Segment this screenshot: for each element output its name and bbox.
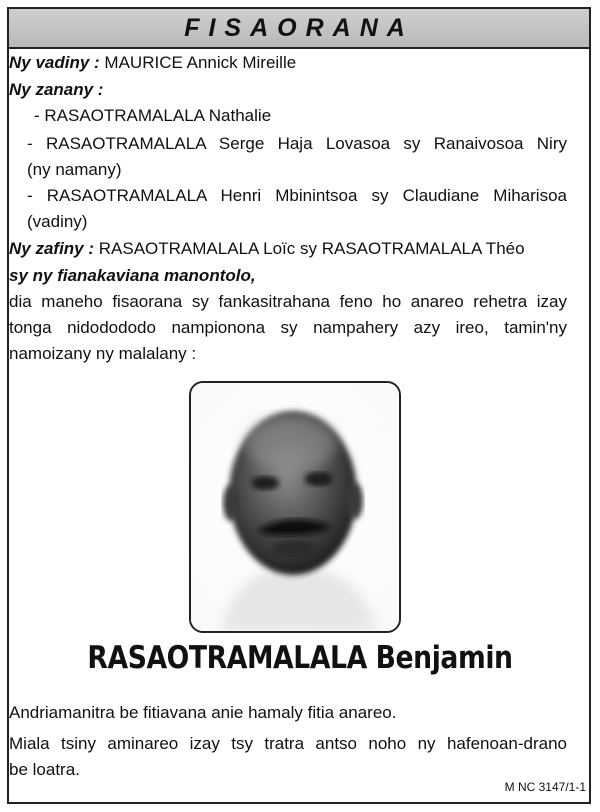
widow-line: [9, 53, 296, 73]
message-line-1: dia maneho fisaorana sy fankasitrahana feno ho anareo rehetra izay: [9, 292, 567, 311]
closing-line-2: Miala tsiny aminareo izay tsy tratra antso noho ny hafenoan-drano: [9, 734, 567, 753]
portrait-image: [191, 383, 399, 631]
extended-family-label: sy ny fianakaviana manontolo,: [9, 266, 256, 285]
child-3-line-1: - RASAOTRAMALALA Henri Mbinintsoa sy Claudiane Miharisoa: [27, 186, 567, 205]
closing-line-1: Andriamanitra be fitiavana anie hamaly fitia anareo.: [9, 703, 397, 722]
notice-title: FISAORANA: [184, 14, 414, 42]
child-2-line-1: - RASAOTRAMALALA Serge Haja Lovasoa sy Ranaivosoa Niry: [27, 134, 567, 153]
widow-label: Ny vadiny :: [9, 53, 100, 72]
child-3-line-2: (vadiny): [27, 212, 88, 231]
grandchildren-label: Ny zafiny :: [9, 239, 95, 258]
widow-name: MAURICE Annick Mireille: [99, 53, 297, 72]
children-label: Ny zanany :: [9, 80, 104, 99]
child-1: - RASAOTRAMALALA Nathalie: [34, 106, 272, 125]
deceased-portrait: [189, 381, 401, 633]
closing-line-3: be loatra.: [9, 760, 80, 779]
deceased-name: RASAOTRAMALALA Benjamin: [87, 640, 513, 676]
grandchildren-names: RASAOTRAMALALA Loïc sy RASAOTRAMALALA Théo: [94, 239, 525, 258]
child-2-line-2: (ny namany): [27, 160, 122, 179]
message-line-3: namoizany ny malalany :: [9, 344, 197, 363]
grandchildren-line: [9, 239, 525, 259]
reference-code: M NC 3147/1-1: [504, 780, 586, 794]
message-line-2: tonga nidodododo nampionona sy nampahery azy ireo, tamin'ny: [9, 318, 567, 337]
notice-header: [9, 9, 589, 49]
